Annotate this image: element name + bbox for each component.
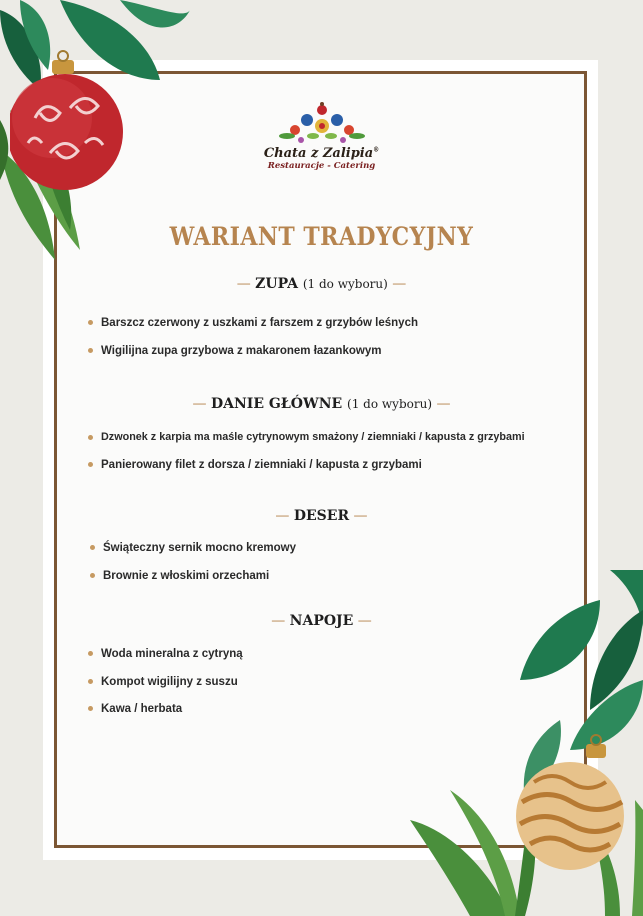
- bullet-icon: [88, 651, 93, 656]
- bullet-icon: [88, 348, 93, 353]
- bullet-icon: [88, 462, 93, 467]
- brand-tagline: Restauracje - Catering: [267, 161, 376, 171]
- folk-flower-logo-icon: [277, 100, 367, 144]
- section-title-danie-glowne: — DANIE GŁÓWNE (1 do wyboru) —: [192, 396, 451, 412]
- section-title-zupa: — ZUPA (1 do wyboru) —: [236, 276, 407, 292]
- bullet-icon: [88, 435, 93, 440]
- bullet-icon: [90, 545, 95, 550]
- bullet-icon: [88, 679, 93, 684]
- menu-item: Dzwonek z karpia ma maśle cytrynowym smażony / ziemniaki / kapusta z grzybami: [88, 431, 525, 443]
- menu-item: Brownie z włoskimi orzechami: [90, 570, 269, 582]
- bullet-icon: [88, 706, 93, 711]
- bullet-icon: [90, 573, 95, 578]
- bullet-icon: [88, 320, 93, 325]
- menu-item: Świąteczny sernik mocno kremowy: [90, 542, 296, 554]
- menu-item: Kawa / herbata: [88, 703, 182, 715]
- section-title-deser: — DESER —: [275, 508, 368, 524]
- logo: [0, 100, 643, 171]
- brand-name: Chata z Zalipia®: [263, 146, 380, 161]
- menu-item: Barszcz czerwony z uszkami z farszem z grzybów leśnych: [88, 317, 418, 329]
- section-title-napoje: — NAPOJE —: [271, 613, 372, 629]
- menu-item: Kompot wigilijny z suszu: [88, 676, 238, 688]
- gold-ornament-icon: [512, 732, 630, 872]
- menu-item: Wigilijna zupa grzybowa z makaronem łazankowym: [88, 345, 381, 357]
- menu-item: Woda mineralna z cytryną: [88, 648, 243, 660]
- menu-title: WARIANT TRADYCYJNY: [169, 222, 474, 251]
- menu-item: Panierowany filet z dorsza / ziemniaki / kapusta z grzybami: [88, 459, 422, 471]
